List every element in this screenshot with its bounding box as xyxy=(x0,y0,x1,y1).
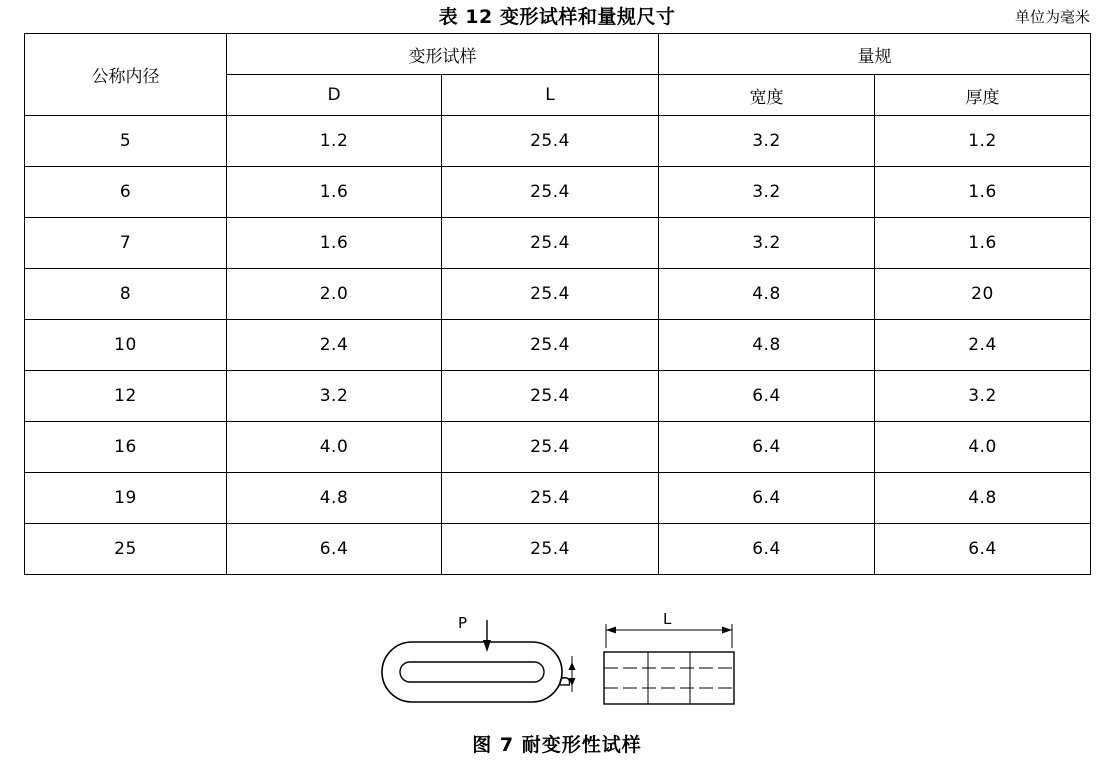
table-row xyxy=(25,320,1091,371)
table-row xyxy=(25,473,1091,524)
specimen-diagram xyxy=(0,600,1114,730)
cell-nominal: 16 xyxy=(25,422,227,473)
cell-l: 25.4 xyxy=(442,218,659,269)
cell-thickness: 4.8 xyxy=(875,473,1091,524)
header-d: D xyxy=(227,75,442,116)
cell-nominal: 25 xyxy=(25,524,227,575)
cell-l: 25.4 xyxy=(442,422,659,473)
cell-width: 3.2 xyxy=(659,167,875,218)
cell-thickness: 2.4 xyxy=(875,320,1091,371)
unit-note: 单位为毫米 xyxy=(1014,8,1090,26)
cell-thickness: 1.6 xyxy=(875,167,1091,218)
cell-width: 3.2 xyxy=(659,116,875,167)
header-group-specimen: 变形试样 xyxy=(227,34,659,75)
cell-width: 4.8 xyxy=(659,320,875,371)
specimen-figure xyxy=(0,600,1114,730)
cell-nominal: 19 xyxy=(25,473,227,524)
cell-l: 25.4 xyxy=(442,269,659,320)
cell-nominal: 10 xyxy=(25,320,227,371)
table-header-row-group xyxy=(25,34,1091,75)
cell-d: 3.2 xyxy=(227,371,442,422)
table-row xyxy=(25,269,1091,320)
cell-l: 25.4 xyxy=(442,524,659,575)
cell-width: 4.8 xyxy=(659,269,875,320)
cell-width: 6.4 xyxy=(659,473,875,524)
table-row xyxy=(25,116,1091,167)
cell-d: 6.4 xyxy=(227,524,442,575)
cell-l: 25.4 xyxy=(442,320,659,371)
cell-l: 25.4 xyxy=(442,473,659,524)
header-thickness: 厚度 xyxy=(875,75,1091,116)
table-caption-row xyxy=(0,4,1114,32)
cell-thickness: 6.4 xyxy=(875,524,1091,575)
table-row xyxy=(25,218,1091,269)
cell-d: 2.0 xyxy=(227,269,442,320)
dimensions-table-wrapper xyxy=(24,33,1090,575)
table-caption: 表 12 变形试样和量规尺寸 xyxy=(438,6,676,28)
cell-nominal: 5 xyxy=(25,116,227,167)
cell-width: 6.4 xyxy=(659,422,875,473)
dimensions-table xyxy=(24,33,1091,575)
cell-d: 1.2 xyxy=(227,116,442,167)
cell-thickness: 1.2 xyxy=(875,116,1091,167)
svg-text:L: L xyxy=(663,610,672,628)
header-width: 宽度 xyxy=(659,75,875,116)
cell-nominal: 8 xyxy=(25,269,227,320)
cell-nominal: 6 xyxy=(25,167,227,218)
cell-l: 25.4 xyxy=(442,167,659,218)
figure-caption: 图 7 耐变形性试样 xyxy=(472,734,642,756)
svg-text:D: D xyxy=(558,676,574,687)
svg-text:P: P xyxy=(458,614,468,632)
table-row xyxy=(25,524,1091,575)
cell-nominal: 7 xyxy=(25,218,227,269)
cell-d: 1.6 xyxy=(227,167,442,218)
cell-thickness: 3.2 xyxy=(875,371,1091,422)
cell-thickness: 20 xyxy=(875,269,1091,320)
table-row xyxy=(25,422,1091,473)
cell-nominal: 12 xyxy=(25,371,227,422)
cell-d: 2.4 xyxy=(227,320,442,371)
header-l: L xyxy=(442,75,659,116)
cell-l: 25.4 xyxy=(442,116,659,167)
header-group-gauge: 量规 xyxy=(659,34,1091,75)
cell-d: 4.0 xyxy=(227,422,442,473)
cell-d: 4.8 xyxy=(227,473,442,524)
cell-width: 6.4 xyxy=(659,371,875,422)
cell-l: 25.4 xyxy=(442,371,659,422)
header-nominal-diameter: 公称内径 xyxy=(25,34,227,116)
cell-thickness: 4.0 xyxy=(875,422,1091,473)
table-row xyxy=(25,167,1091,218)
cell-width: 6.4 xyxy=(659,524,875,575)
cell-d: 1.6 xyxy=(227,218,442,269)
table-row xyxy=(25,371,1091,422)
cell-width: 3.2 xyxy=(659,218,875,269)
cell-thickness: 1.6 xyxy=(875,218,1091,269)
